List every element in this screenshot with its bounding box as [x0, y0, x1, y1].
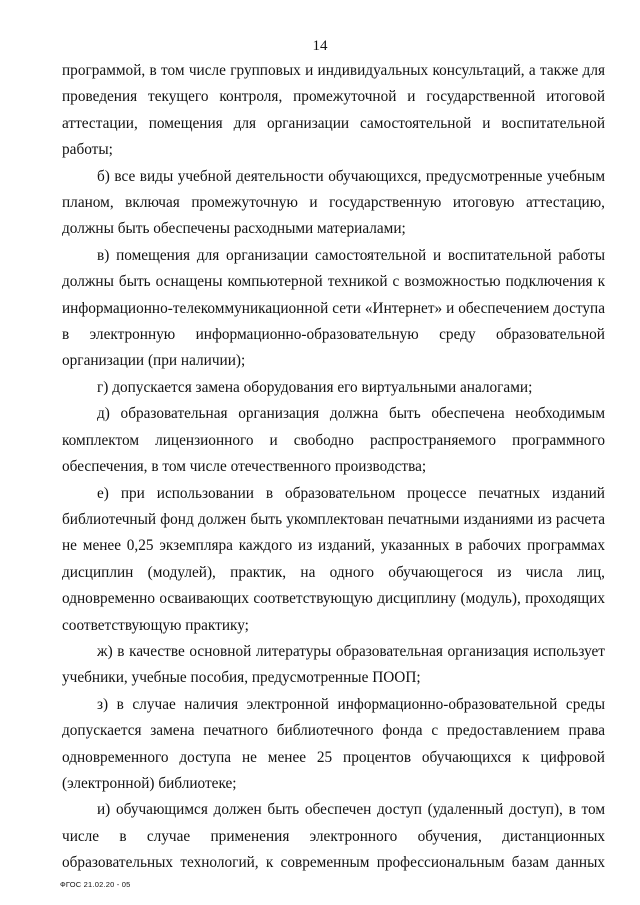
paragraph-i: и) обучающимся должен быть обеспечен доступ (удаленный доступ), в том числе в случае применения электронного обучения, дистанционных образовательных технологий, к современным профессиональным базам данных: [62, 801, 605, 872]
paragraph-g: г) допускается замена оборудования его виртуальными аналогами;: [97, 378, 533, 396]
paragraph-d: д) образовательная организация должна быть обеспечена необходимым комплектом лицензионного и свободно распространяемого программного обеспечения, в том числе отечественного производства;: [62, 405, 605, 476]
paragraph-continuation: программой, в том числе групповых и индивидуальных консультаций, а также для проведения текущего контроля, промежуточной и государственной итоговой аттестации, помещения для организации самостоятельной и воспитательной работы;: [62, 62, 605, 159]
document-body: [62, 58, 605, 877]
paragraph-e: е) при использовании в образовательном процессе печатных изданий библиотечный фонд должен быть укомплектован печатными изданиями из расчета не менее 0,25 экземпляра каждого из изданий, указанных в рабочих программах дисциплин (модулей), практик, на одного обучающегося из числа лиц, одновременно осваивающих соответствующую дисциплину (модуль), проходящих соответствующую практику;: [62, 484, 605, 634]
paragraph-zh: ж) в качестве основной литературы образовательная организация использует учебники, учебные пособия, предусмотренные ПООП;: [62, 642, 605, 687]
page-number: 14: [312, 38, 328, 54]
document-code-footer: ФГОС 21.02.20 - 05: [60, 880, 131, 889]
paragraph-z: з) в случае наличия электронной информационно-образовательной среды допускается замена печатного библиотечного фонда с предоставлением права одновременного доступа не менее 25 процентов обучающихся к цифровой (электронной) библиотеке;: [62, 695, 605, 792]
paragraph-b: б) все виды учебной деятельности обучающихся, предусмотренные учебным планом, включая промежуточную и государственную итоговую аттестацию, должны быть обеспечены расходными материалами;: [62, 167, 605, 238]
paragraph-v: в) помещения для организации самостоятельной и воспитательной работы должны быть оснащены компьютерной техникой с возможностью подключения к информационно-телекоммуникационной сети «Интернет» и обеспечением доступа в электронную информационно-образовательную среду образовательной организации (при наличии);: [62, 246, 605, 370]
